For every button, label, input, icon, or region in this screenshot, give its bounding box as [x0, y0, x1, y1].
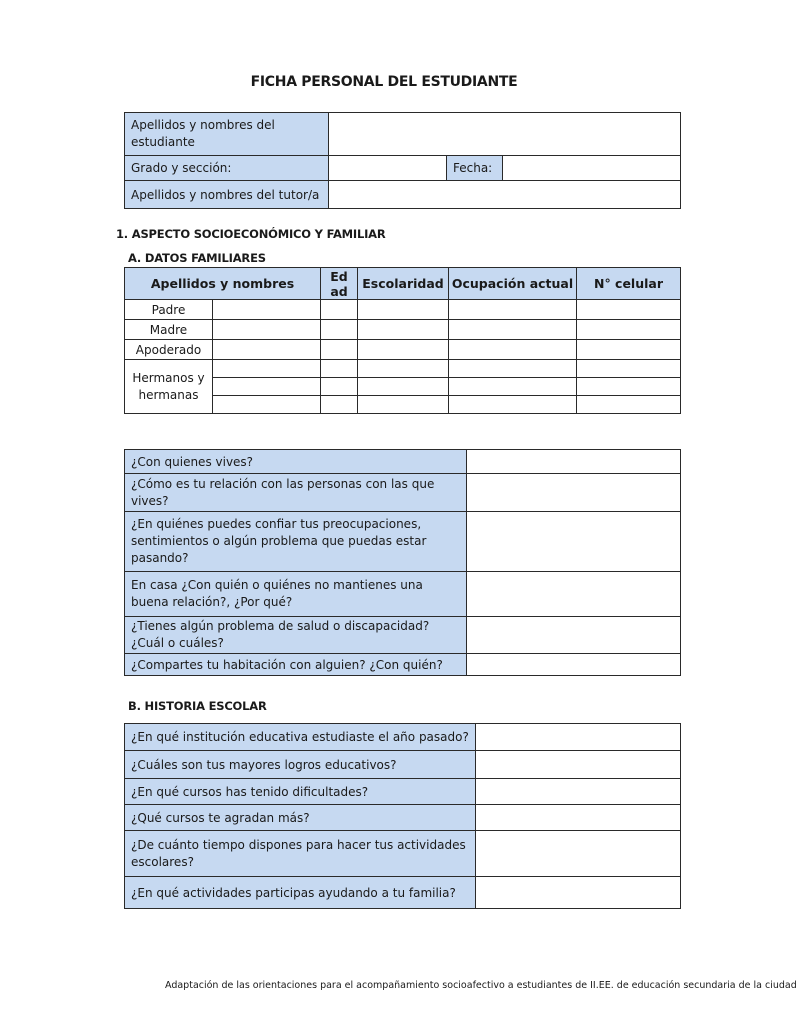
- answer-field[interactable]: [467, 572, 681, 617]
- father-phone-cell[interactable]: [577, 300, 681, 320]
- sibling-cell[interactable]: [577, 378, 681, 396]
- mother-schooling-cell[interactable]: [358, 320, 449, 340]
- sibling-cell[interactable]: [577, 396, 681, 414]
- row-label-siblings: Hermanos y hermanas: [125, 360, 213, 414]
- school-history-table: [124, 723, 681, 909]
- mother-phone-cell[interactable]: [577, 320, 681, 340]
- answer-field[interactable]: [467, 474, 681, 512]
- school-answer-field[interactable]: [476, 751, 681, 779]
- father-age-cell[interactable]: [321, 300, 358, 320]
- sibling-cell[interactable]: [449, 378, 577, 396]
- question-text: ¿Cómo es tu relación con las personas con las que vives?: [125, 474, 467, 512]
- question-text: ¿Compartes tu habitación con alguien? ¿Con quién?: [125, 654, 467, 676]
- answer-field[interactable]: [467, 512, 681, 572]
- sibling-cell[interactable]: [213, 378, 321, 396]
- col-header-age: Ed ad: [321, 268, 358, 300]
- family-data-table: [124, 267, 681, 414]
- guardian-schooling-cell[interactable]: [358, 340, 449, 360]
- answer-field[interactable]: [467, 450, 681, 474]
- sibling-cell[interactable]: [321, 378, 358, 396]
- row-label-guardian: Apoderado: [125, 340, 213, 360]
- sibling-cell[interactable]: [358, 396, 449, 414]
- sibling-cell[interactable]: [577, 360, 681, 378]
- father-schooling-cell[interactable]: [358, 300, 449, 320]
- father-occupation-cell[interactable]: [449, 300, 577, 320]
- row-label-father: Padre: [125, 300, 213, 320]
- guardian-age-cell[interactable]: [321, 340, 358, 360]
- school-question-text: ¿Cuáles son tus mayores logros educativos?: [125, 751, 476, 779]
- sibling-cell[interactable]: [321, 396, 358, 414]
- question-text: ¿Con quienes vives?: [125, 450, 467, 474]
- student-name-label: Apellidos y nombres del estudiante: [125, 113, 329, 156]
- tutor-field[interactable]: [329, 181, 681, 209]
- school-answer-field[interactable]: [476, 779, 681, 805]
- sibling-cell[interactable]: [358, 360, 449, 378]
- question-text: En casa ¿Con quién o quiénes no mantienes una buena relación?, ¿Por qué?: [125, 572, 467, 617]
- school-question-text: ¿De cuánto tiempo dispones para hacer tus actividades escolares?: [125, 831, 476, 877]
- school-question-text: ¿En qué cursos has tenido dificultades?: [125, 779, 476, 805]
- subsection-a-heading: A. DATOS FAMILIARES: [128, 251, 266, 265]
- mother-occupation-cell[interactable]: [449, 320, 577, 340]
- grade-label: Grado y sección:: [125, 156, 329, 181]
- section-b-heading: B. HISTORIA ESCOLAR: [128, 699, 267, 713]
- sibling-cell[interactable]: [213, 396, 321, 414]
- question-text: ¿En quiénes puedes confiar tus preocupaciones, sentimientos o algún problema que puedas estar pasando?: [125, 512, 467, 572]
- student-info-table: [124, 112, 681, 209]
- school-question-text: ¿En qué institución educativa estudiaste el año pasado?: [125, 724, 476, 751]
- mother-name-cell[interactable]: [213, 320, 321, 340]
- sibling-cell[interactable]: [321, 360, 358, 378]
- student-name-field[interactable]: [329, 113, 681, 156]
- sibling-cell[interactable]: [449, 396, 577, 414]
- col-header-schooling: Escolaridad: [358, 268, 449, 300]
- footer-note: Adaptación de las orientaciones para el acompañamiento socioafectivo a estudiantes de II.EE. de educación secundaria de la ciudad: [165, 980, 797, 991]
- school-answer-field[interactable]: [476, 805, 681, 831]
- school-answer-field[interactable]: [476, 724, 681, 751]
- guardian-phone-cell[interactable]: [577, 340, 681, 360]
- section-1-heading: 1. ASPECTO SOCIOECONÓMICO Y FAMILIAR: [116, 227, 386, 241]
- col-header-names: Apellidos y nombres: [125, 268, 321, 300]
- answer-field[interactable]: [467, 654, 681, 676]
- answer-field[interactable]: [467, 617, 681, 654]
- date-field[interactable]: [503, 156, 681, 181]
- father-name-cell[interactable]: [213, 300, 321, 320]
- school-answer-field[interactable]: [476, 877, 681, 909]
- tutor-label: Apellidos y nombres del tutor/a: [125, 181, 329, 209]
- sibling-cell[interactable]: [449, 360, 577, 378]
- question-text: ¿Tienes algún problema de salud o discapacidad? ¿Cuál o cuáles?: [125, 617, 467, 654]
- col-header-occupation: Ocupación actual: [449, 268, 577, 300]
- grade-field[interactable]: [329, 156, 447, 181]
- sibling-cell[interactable]: [358, 378, 449, 396]
- guardian-name-cell[interactable]: [213, 340, 321, 360]
- school-question-text: ¿En qué actividades participas ayudando a tu familia?: [125, 877, 476, 909]
- sibling-cell[interactable]: [213, 360, 321, 378]
- row-label-mother: Madre: [125, 320, 213, 340]
- col-header-phone: N° celular: [577, 268, 681, 300]
- guardian-occupation-cell[interactable]: [449, 340, 577, 360]
- relationship-questions-table: [124, 449, 681, 676]
- school-answer-field[interactable]: [476, 831, 681, 877]
- mother-age-cell[interactable]: [321, 320, 358, 340]
- page-title: FICHA PERSONAL DEL ESTUDIANTE: [250, 74, 518, 90]
- school-question-text: ¿Qué cursos te agradan más?: [125, 805, 476, 831]
- date-label: Fecha:: [447, 156, 503, 181]
